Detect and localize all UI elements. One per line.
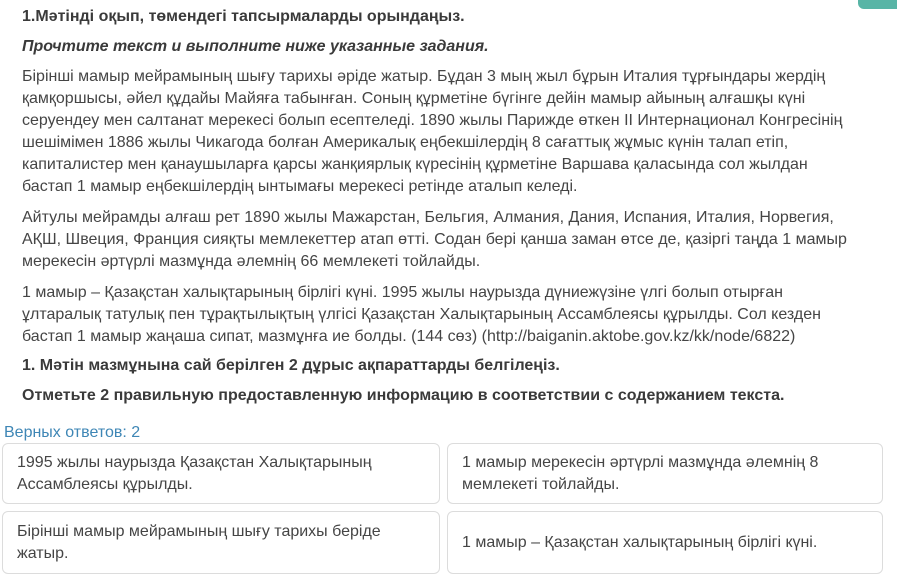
- question-kz: 1. Мәтін мазмұнына сай берілген 2 дұрыс ақпараттарды белгілеңіз.: [22, 357, 560, 374]
- answer-option-label: 1 мамыр – Қазақстан халықтарының бірлігі күні.: [462, 533, 818, 551]
- answer-option-4[interactable]: [447, 511, 883, 574]
- answer-option-label: 1 мамыр мерекесін әртүрлі мазмұнда әлемнің 8 мемлекеті тойлайды.: [462, 453, 819, 493]
- text-paragraph-2: Айтулы мейрамды алғаш рет 1890 жылы Мажарстан, Бельгия, Алмания, Дания, Испания, Италия, Норвегия, АҚШ, Швеция, Франция сияқты мемлекеттер атап өтті. Содан бері қанша заман өтсе де, қазіргі таңда 1 мамыр мерекесін әртүрлі мазмұнда әлемнің 66 мемлекеті тойлайды.: [22, 209, 847, 270]
- answer-option-1[interactable]: [2, 443, 440, 504]
- task-title-kz: 1.Мәтінді оқып, төмендегі тапсырмаларды орындаңыз.: [22, 8, 465, 25]
- text-paragraph-1: Бірінші мамыр мейрамының шығу тарихы әріде жатыр. Бұдан 3 мың жыл бұрын Италия тұрғындары жердің қамқоршысы, әйел құдайы Майяға табынған. Соның құрметіне бүгінге дейін мамыр айының алғашқы күні серуендеу мен салтанат мерекесі болып есептеледі. 1890 жылы Парижде өткен ІІ Интернационал Конгресінің шешімімен 1886 жылы Чикагода болған Америкалық еңбекшілердің 8 сағаттық жұмыс күнін талап етіп, капиталистер мен қанаушыларға қарсы жанқиярлық күресінің құрметіне Варшава қаласында сол жылдан бастап 1 мамыр еңбекшілердің ынтымағы мерекесі ретінде аталып келеді.: [22, 68, 843, 195]
- task-title-ru: Прочтите текст и выполните ниже указанные задания.: [22, 38, 489, 55]
- answer-option-3[interactable]: [2, 511, 440, 574]
- question-ru: Отметьте 2 правильную предоставленную информацию в соответствии с содержанием текста.: [22, 387, 785, 404]
- answer-option-2[interactable]: [447, 443, 883, 504]
- answer-option-label: 1995 жылы наурызда Қазақстан Халықтарының Ассамблеясы құрылды.: [17, 453, 372, 493]
- task-content: [22, 0, 862, 406]
- corner-tab-button[interactable]: [858, 0, 897, 9]
- correct-answers-count: Верных ответов: 2: [4, 424, 141, 441]
- answer-option-label: Бірінші мамыр мейрамының шығу тарихы беріде жатыр.: [17, 522, 381, 562]
- text-paragraph-3: 1 мамыр – Қазақстан халықтарының бірлігі күні. 1995 жылы наурызда дүниежүзіне үлгі болып отырған ұлтаралық татулық пен тұрақтылықтың үлгісі Қазақстан Халықтарының Ассамблеясы құрылды. Сол кезден бастап 1 мамыр жаңаша сипат, мазмұнға ие болды. (144 сөз) (http://baiganin.aktobe.gov.kz/kk/node/6822): [22, 284, 821, 345]
